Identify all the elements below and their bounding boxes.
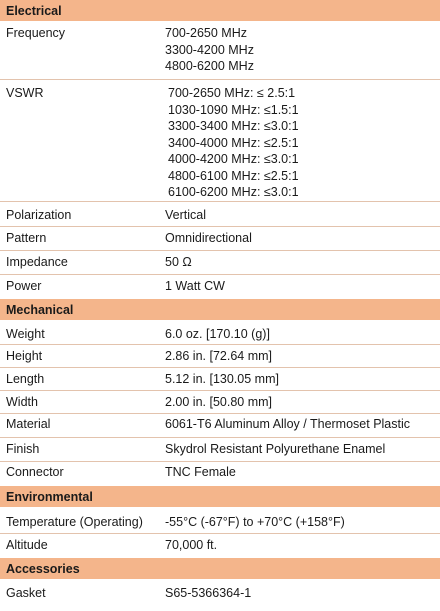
spec-value: 5.12 in. [130.05 mm] — [165, 372, 279, 386]
row-divider — [0, 413, 440, 414]
spec-value: 6061-T6 Aluminum Alloy / Thermoset Plastic — [165, 417, 411, 431]
spec-label: Polarization — [6, 208, 72, 222]
row-divider — [0, 226, 440, 227]
row-divider — [0, 461, 440, 462]
spec-value: Skydrol Resistant Polyurethane Enamel — [165, 442, 386, 456]
spec-label: Connector — [6, 465, 64, 479]
spec-value: 70,000 ft. — [165, 538, 218, 552]
vswr-entry: 700-2650 MHz: ≤ 2.5:1 — [168, 86, 296, 100]
spec-label: Finish — [6, 442, 40, 456]
frequency-band: 4800-6200 MHz — [165, 59, 254, 73]
spec-label: Impedance — [6, 255, 68, 269]
spec-label: Material — [6, 417, 51, 431]
spec-value: 50 Ω — [165, 255, 192, 269]
frequency-band: 3300-4200 MHz — [165, 42, 254, 57]
spec-value: 2.00 in. [50.80 mm] — [165, 395, 273, 409]
spec-value: 2.86 in. [72.64 mm] — [165, 349, 273, 363]
vswr-entry: 3400-4000 MHz: ≤2.5:1 — [168, 135, 299, 150]
row-divider — [0, 437, 440, 438]
spec-value-list — [165, 25, 254, 75]
row-divider — [0, 367, 440, 368]
frequency-band: 700-2650 MHz — [165, 26, 247, 40]
section-header-electrical: Electrical — [0, 0, 440, 22]
spec-label: Temperature (Operating) — [6, 515, 143, 529]
spec-value: -55°C (-67°F) to +70°C (+158°F) — [165, 515, 345, 529]
spec-label: Power — [6, 279, 42, 293]
spec-value: TNC Female — [165, 465, 236, 479]
spec-label: VSWR — [6, 86, 44, 100]
spec-label: Weight — [6, 327, 45, 341]
spec-label: Height — [6, 349, 43, 363]
spec-label: Gasket — [6, 586, 46, 600]
spec-value-list — [168, 85, 299, 201]
row-divider — [0, 79, 440, 80]
spec-value: Omnidirectional — [165, 231, 252, 245]
vswr-entry: 4800-6100 MHz: ≤2.5:1 — [168, 168, 299, 183]
spec-label: Length — [6, 372, 45, 386]
vswr-entry: 1030-1090 MHz: ≤1.5:1 — [168, 102, 299, 117]
spec-value: 1 Watt CW — [165, 279, 225, 293]
spec-value: 6.0 oz. [170.10 (g)] — [165, 327, 270, 341]
row-divider — [0, 344, 440, 345]
spec-value: S65-5366364-1 — [165, 586, 252, 600]
section-header-accessories: Accessories — [0, 558, 440, 580]
vswr-entry: 4000-4200 MHz: ≤3.0:1 — [168, 152, 299, 166]
spec-label: Width — [6, 395, 38, 409]
spec-label: Frequency — [6, 26, 66, 40]
section-header-environmental: Environmental — [0, 486, 440, 508]
spec-label: Pattern — [6, 231, 47, 245]
section-header-mechanical: Mechanical — [0, 299, 440, 321]
vswr-entry: 3300-3400 MHz: ≤3.0:1 — [168, 119, 299, 133]
row-divider — [0, 390, 440, 391]
spec-value: Vertical — [165, 208, 206, 222]
vswr-entry: 6100-6200 MHz: ≤3.0:1 — [168, 185, 299, 199]
row-divider — [0, 533, 440, 534]
spec-label: Altitude — [6, 538, 48, 552]
row-divider — [0, 250, 440, 251]
row-divider — [0, 201, 440, 202]
row-divider — [0, 274, 440, 275]
